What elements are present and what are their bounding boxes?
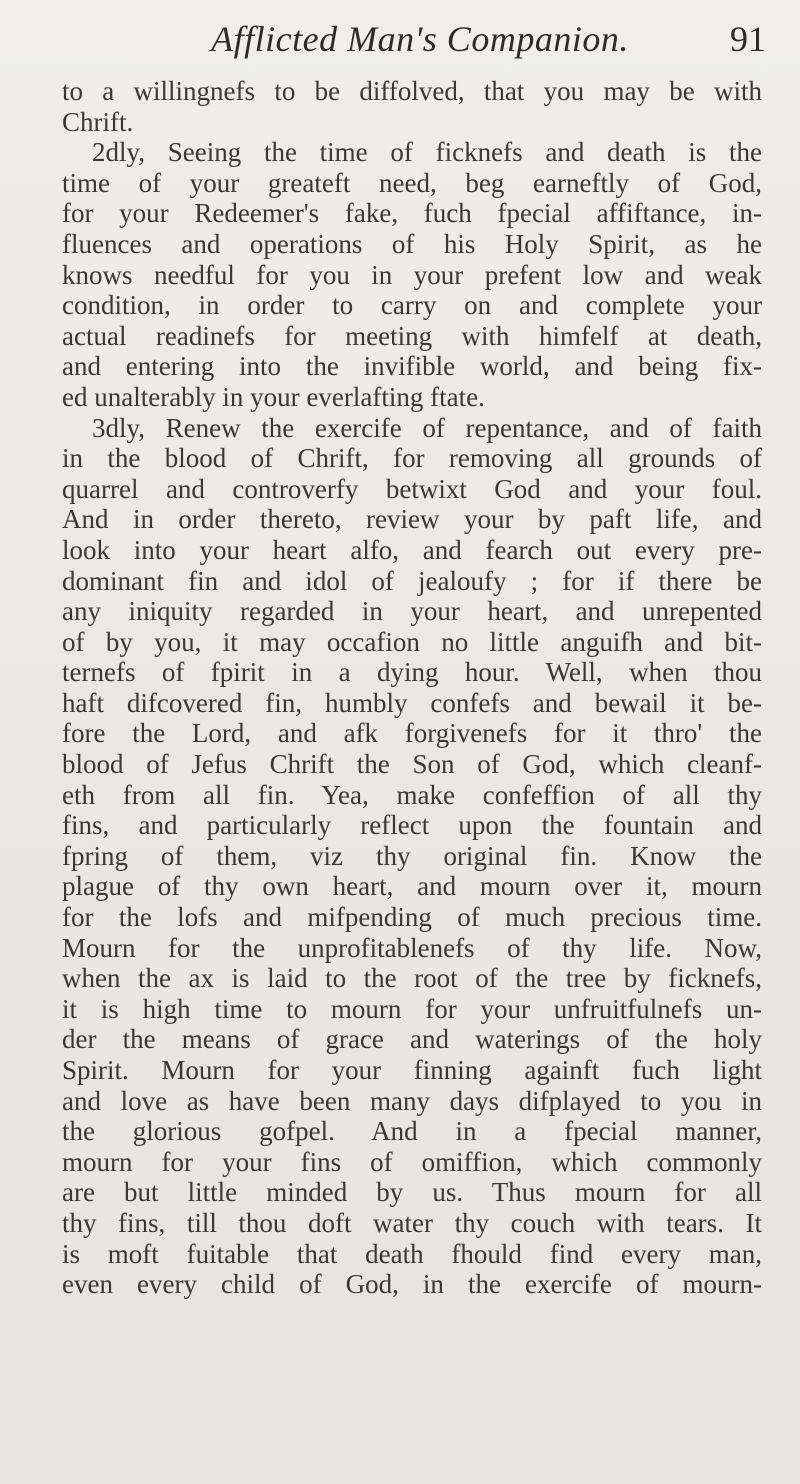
text-line: knows needful for you in your prefent low and weak [62, 259, 762, 290]
text-line: in the blood of Chrift, for removing all grounds of [62, 443, 762, 474]
text-line: for the lofs and mifpending of much precious time. [62, 902, 762, 933]
text-line: plague of thy own heart, and mourn over it, mourn [62, 871, 762, 902]
running-title: Afflicted Man's Companion. [211, 19, 629, 59]
body-text [62, 76, 762, 1300]
text-line: to a willingnefs to be diffolved, that you may be with [62, 76, 762, 106]
text-line: it is high time to mourn for your unfruitfulnefs un- [62, 993, 762, 1024]
text-line: for your Redeemer's fake, fuch fpecial affiftance, in- [62, 198, 762, 229]
text-line: any iniquity regarded in your heart, and unrepented [62, 596, 762, 627]
text-line: mourn for your fins of omiffion, which commonly [62, 1146, 762, 1177]
text-line: is moft fuitable that death fhould find every man, [62, 1238, 762, 1269]
text-line: are but little minded by us. Thus mourn for all [62, 1177, 762, 1208]
text-line: the glorious gofpel. And in a fpecial manner, [62, 1116, 762, 1147]
page-header [60, 8, 780, 68]
text-line: fpring of them, viz thy original fin. Know the [62, 840, 762, 871]
text-line: Mourn for the unprofitablenefs of thy life. Now, [62, 932, 762, 963]
text-line: 2dly, Seeing the time of ficknefs and death is the [92, 137, 762, 168]
text-line: thy fins, till thou doft water thy couch with tears. It [62, 1207, 762, 1238]
text-line: ternefs of fpirit in a dying hour. Well, when thou [62, 657, 762, 688]
text-line: when the ax is laid to the root of the tree by ficknefs, [62, 963, 762, 994]
text-line: eth from all fin. Yea, make confeffion of all thy [62, 779, 762, 810]
text-line: actual readinefs for meeting with himfelf at death, [62, 320, 762, 351]
text-line: dominant fin and idol of jealoufy ; for if there be [62, 565, 762, 596]
text-line: fins, and particularly reflect upon the fountain and [62, 810, 762, 841]
page-number: 91 [730, 19, 766, 59]
text-line: haft difcovered fin, humbly confefs and bewail it be- [62, 687, 762, 718]
text-line: and love as have been many days difplayed to you in [62, 1085, 762, 1116]
text-line: quarrel and controverfy betwixt God and your foul. [62, 473, 762, 504]
text-line: blood of Jefus Chrift the Son of God, which cleanf- [62, 749, 762, 780]
text-line: Chrift. [62, 106, 134, 137]
text-line: time of your greateft need, beg earneftly of God, [62, 167, 762, 198]
text-line: even every child of God, in the exercife of mourn- [62, 1269, 762, 1300]
text-line: Spirit. Mourn for your finning againft fuch light [62, 1055, 762, 1085]
text-line: 3dly, Renew the exercife of repentance, and of faith [92, 412, 762, 443]
text-line: look into your heart alfo, and fearch out every pre- [62, 534, 762, 565]
text-line: ed unalterably in your everlafting ftate. [62, 381, 485, 412]
text-line: And in order thereto, review your by paft life, and [62, 504, 762, 535]
text-line: of by you, it may occafion no little anguifh and bit- [62, 626, 762, 657]
text-line: der the means of grace and waterings of the holy [62, 1024, 762, 1055]
text-line: and entering into the invifible world, and being fix- [62, 351, 762, 382]
text-line: fluences and operations of his Holy Spirit, as he [62, 228, 762, 259]
text-line: condition, in order to carry on and complete your [62, 290, 762, 321]
text-line: fore the Lord, and afk forgivenefs for it thro' the [62, 718, 762, 749]
